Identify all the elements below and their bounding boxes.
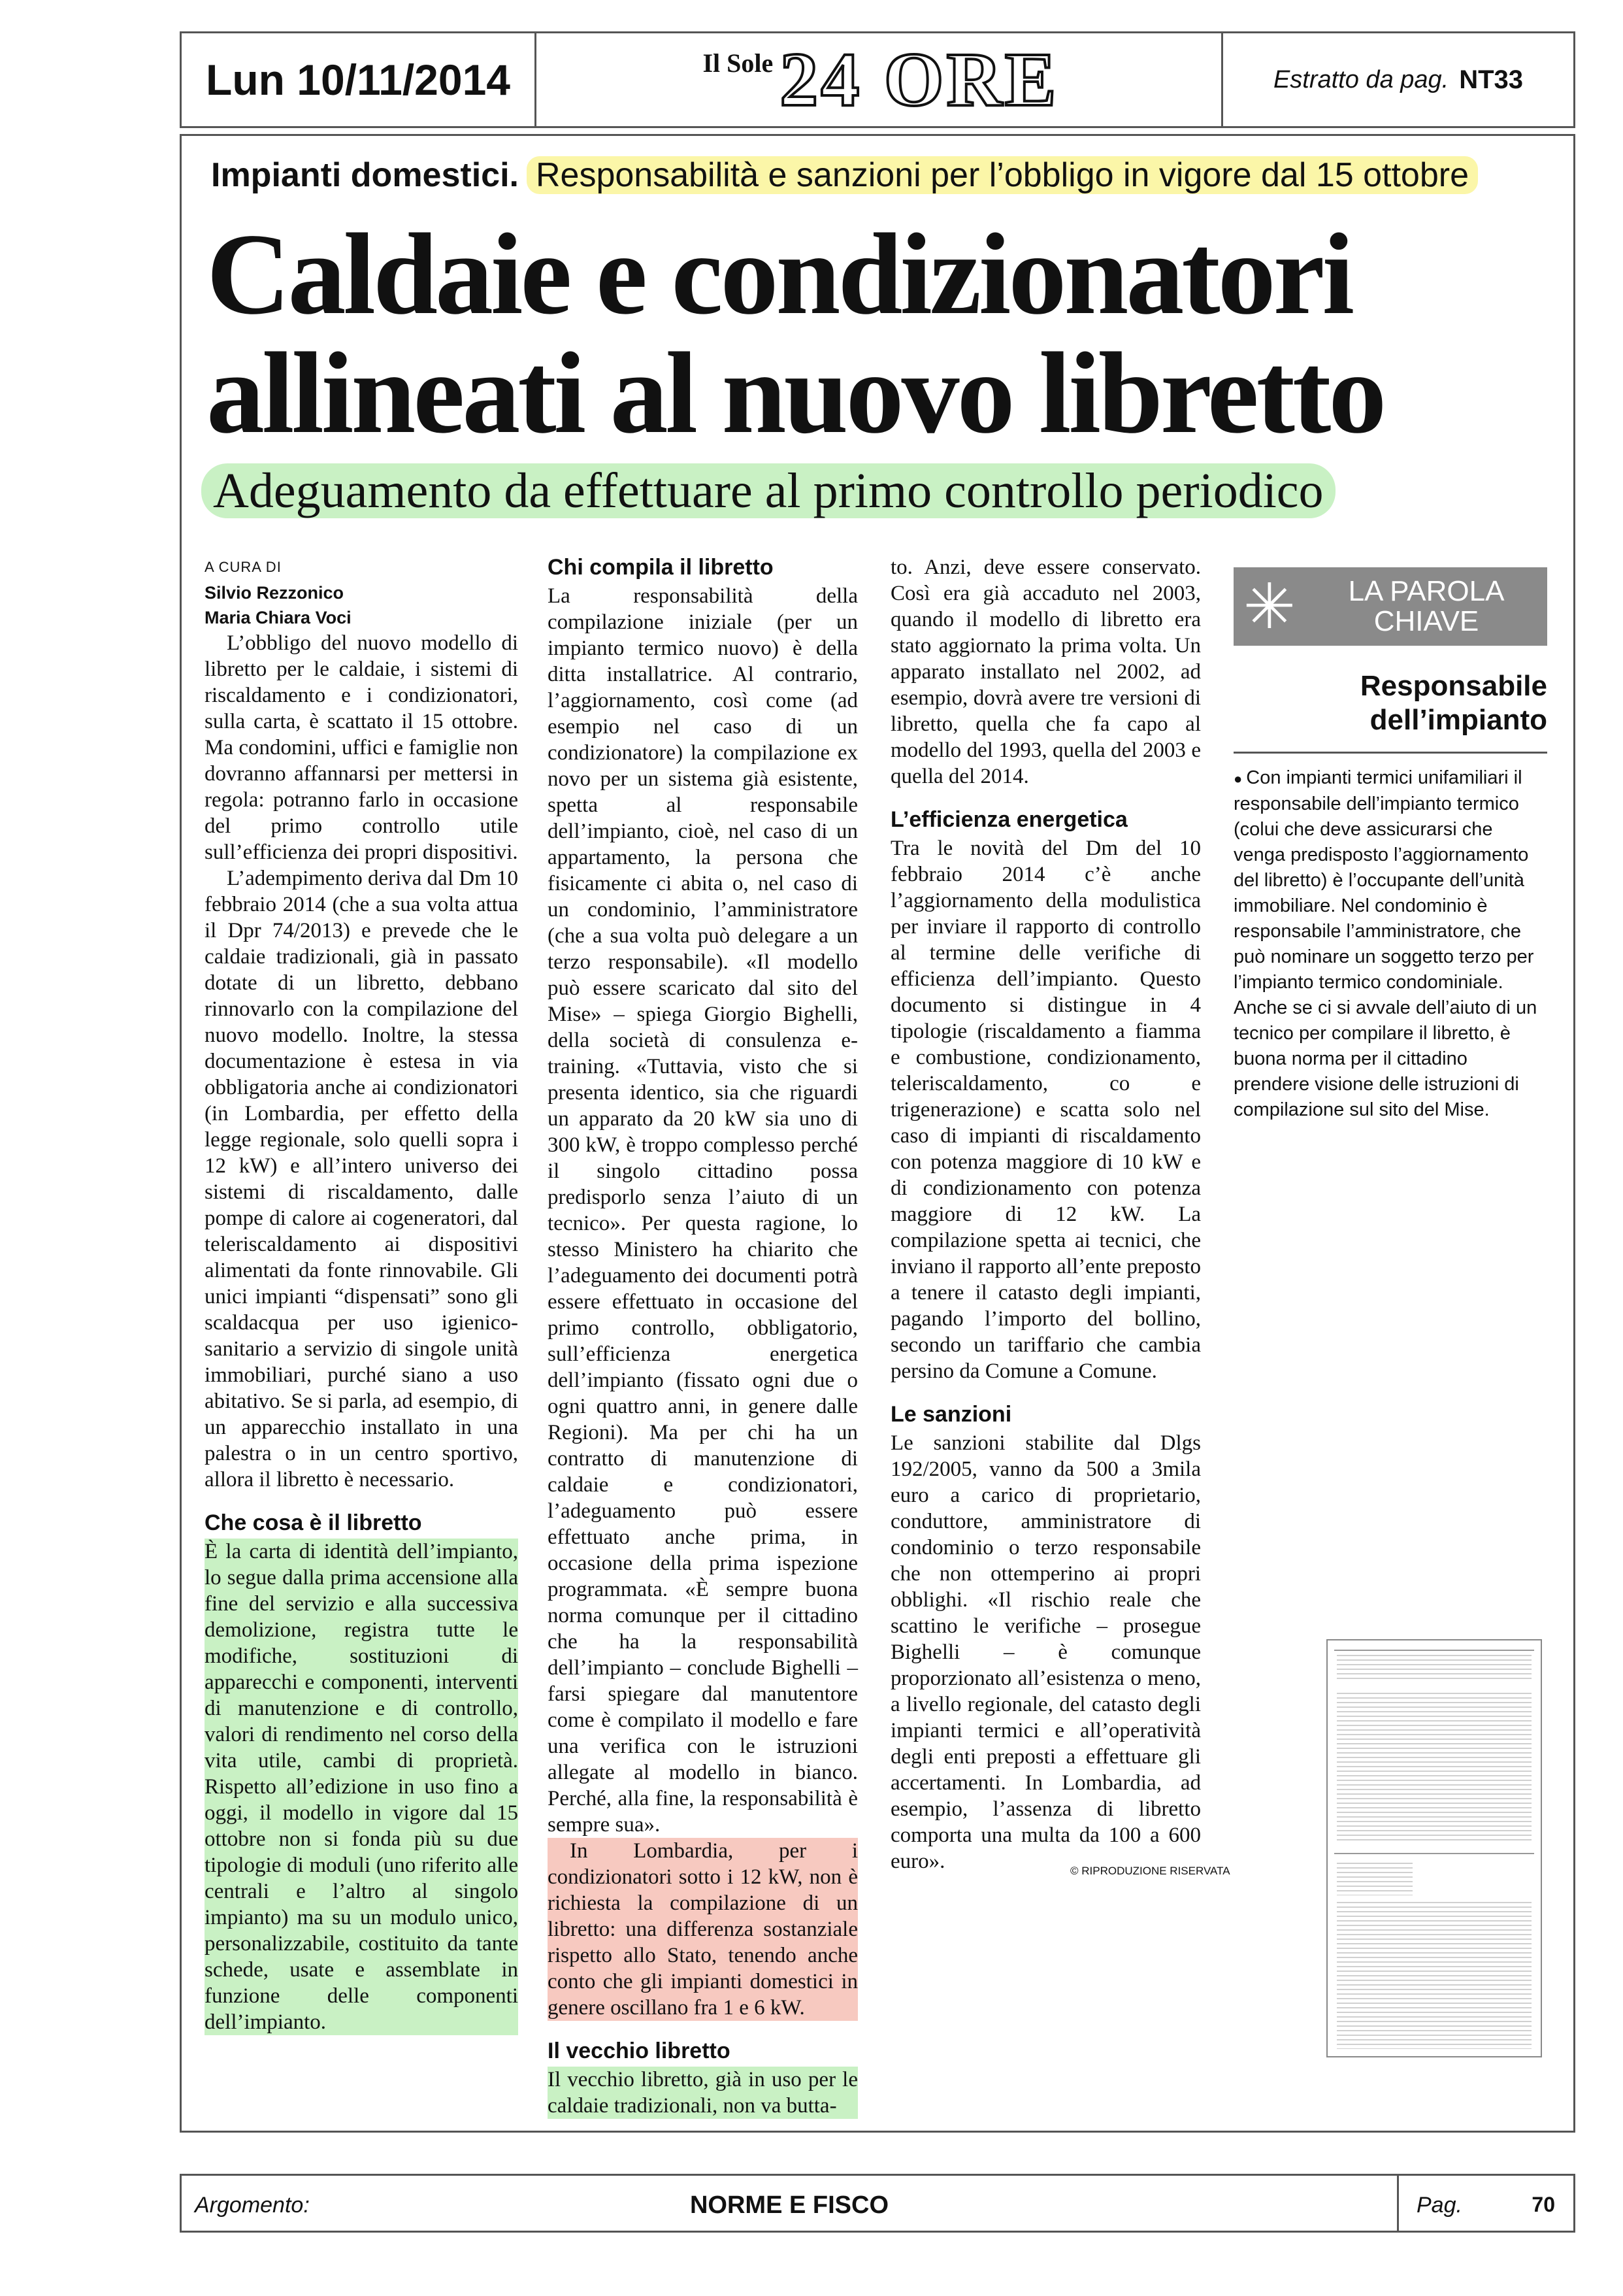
kicker-topic: Impianti domestici. xyxy=(211,156,519,194)
subheadline-text: Adeguamento da effettuare al primo controllo periodico xyxy=(201,463,1336,518)
extract-page: NT33 xyxy=(1459,65,1524,94)
paragraph: to. Anzi, deve essere conservato. Così era già accaduto nel 2003, quando il modello di libretto era stato aggiornato la prima volta. Un apparato installato nel 2002, ad esempio, dovrà avere tre versioni di libretto, quella che fa capo al modello del 1993, quella del 2003 e quella del 2014. xyxy=(891,556,1201,788)
newspaper-logo xyxy=(534,33,1227,126)
keyword-sidebar xyxy=(1234,567,1547,1123)
asterisk-icon: ✳ xyxy=(1243,570,1296,643)
article-column-2 xyxy=(548,554,858,2119)
article-column-1 xyxy=(205,554,518,2035)
paragraph: In Lombardia, per i condizionatori sotto i 12 kW, non è richiesta la compilazione di un libretto: una differenza sostanziale rispetto allo Stato, tenendo anche conto che gli impianti domestici in genere oscillano fra 1 e 6 kW. xyxy=(548,1839,858,2020)
publication-date: Lun 10/11/2014 xyxy=(182,33,536,126)
keyword-banner xyxy=(1234,567,1547,646)
page-label: Pag. xyxy=(1417,2193,1462,2218)
section-heading: L’efficienza energetica xyxy=(891,807,1128,832)
keyword-banner-label: LA PAROLA CHIAVE xyxy=(1348,575,1505,637)
section-heading: Chi compila il libretto xyxy=(548,555,774,580)
keyword-text: ● Con impianti termici unifamiliari il responsabile dell’impianto termico (colui che deve assicurarsi che venga predisposto l’aggiornamento del libretto) è l’occupante dell’unità immobiliare. Nel condominio è responsabile l’amministratore, che può nominare un soggetto terzo per l’impianto termico condominiale. Anche se ci si avvale dell’aiuto di un tecnico per compilare il libretto, è buona norma per il cittadino prendere visione delle istruzioni di compilazione sul sito del Mise. xyxy=(1234,765,1547,1123)
paragraph: Il vecchio libretto, già in uso per le caldaie tradizionali, non va butta- xyxy=(548,2068,858,2118)
keyword-title: Responsabile dell’impianto xyxy=(1234,669,1547,754)
headline-line-2: allineati al nuovo libretto xyxy=(206,328,1385,458)
section-heading: Che cosa è il libretto xyxy=(205,1510,422,1535)
paragraph: La responsabilità della compilazione iniziale (per un impianto termico nuovo) è della ditta installatrice. Al contrario, l’aggiornamento, così come (ad esempio nel caso di un condizionatore) la compilazione ex novo per un sistema già esistente, spetta al responsabile dell’impianto, cioè, nel caso di un appartamento, la persona che fisicamente ci abita o, nel caso di un condominio, l’amministratore (che a sua volta può delegare a un terzo responsabile). «Il modello può essere scaricato dal sito del Mise» – spiega Giorgio Bighelli, della società di consulenza e-training. «Tuttavia, visto che si presenta identico, sia che riguardi un apparato da 20 kW sia uno di 300 kW, è troppo complesso perché il singolo cittadino possa predisporlo senza l’aiuto di un tecnico». Per questa ragione, lo stesso Ministero ha chiarito che l’adeguamento dei documenti potrà essere effettuato in occasione del primo controllo, obbligatorio, sull’efficienza energetica dell’impianto (fissato ogni due o ogni quattro anni, in genere dalle Regioni). Ma per chi ha un contratto di manutenzione di caldaie e condizionatori, l’adeguamento può essere effettuato anche prima, in occasione della prima ispezione programmata. «È sempre buona norma comunque per il cittadino che ha la responsabilità dell’impianto – conclude Bighelli – farsi spiegare dal manutentore come è compilato il modello e fare una verifica con le istruzioni allegate al modello in bianco. Perché, alla fine, la responsabilità è sempre sua». xyxy=(548,584,858,1837)
paragraph: Le sanzioni stabilite dal Dlgs 192/2005, vanno da 500 a 3mila euro a carico di proprietario, conduttore, amministratore di condominio o terzo responsabile che non ottemperino ai propri obblighi. «Il rischio reale che scattino le verifiche – prosegue Bighelli – è comunque proporzionato all’esistenza o meno, a livello regionale, del catasto degli impianti termici e all’operatività degli enti preposti a effettuare gli accertamenti. In Lombardia, ad esempio, l’assenza di libretto comporta una multa da 100 a 600 euro». xyxy=(891,1431,1201,1873)
byline-intro: A CURA DI xyxy=(205,559,282,575)
paragraph: Tra le novità del Dm del 10 febbraio 2014 c’è anche l’aggiornamento della modulistica per inviare il rapporto di controllo al termine delle verifiche di efficienza dell’impianto. Questo documento si distingue in 4 tipologie (riscaldamento a fiamma e combustione, condizionamento, teleriscaldamento, co e trigenerazione) e scatta solo nel caso di impianti di riscaldamento con potenza maggiore di 10 kW e di condizionamento con potenza maggiore di 12 kW. La compilazione spetta ai tecnici, che inviano il rapporto all’ente preposto a tenere il catasto degli impianti, pagando l’importo del bollino, secondo un tariffario che cambia persino da Comune a Comune. xyxy=(891,837,1201,1383)
copyright-notice: © RIPRODUZIONE RISERVATA xyxy=(1070,1865,1230,1877)
section-heading: Le sanzioni xyxy=(891,1402,1012,1427)
article-column-3 xyxy=(891,554,1201,1874)
logo-big-text: 24 ORE xyxy=(779,37,1059,122)
header-bar xyxy=(180,31,1575,128)
author-name: Silvio Rezzonico xyxy=(205,583,344,603)
extract-label: Estratto da pag. xyxy=(1273,65,1449,93)
paragraph: L’obbligo del nuovo modello di libretto per le caldaie, i sistemi di riscaldamento e i condizionatori, sulla carta, è scattato il 15 ottobre. Ma condomini, uffici e famiglie non dovranno affannarsi per mettersi in regola: potranno farlo in occasione del primo controllo utile sull’efficienza dei propri dispositivi. xyxy=(205,631,518,864)
kicker-summary: Responsabilità e sanzioni per l’obbligo in vigore dal 15 ottobre xyxy=(527,156,1478,194)
logo-small-text: Il Sole xyxy=(702,48,774,78)
page-number: 70 xyxy=(1532,2193,1555,2216)
page-thumbnail xyxy=(1326,1639,1542,2057)
headline xyxy=(206,209,1566,458)
extract-info xyxy=(1221,33,1573,126)
author-name: Maria Chiara Voci xyxy=(205,608,352,627)
paragraph: È la carta di identità dell’impianto, lo segue dalla prima accensione alla fine del servizio e alla successiva demolizione, registra tutte le modifiche, sostituzioni di apparecchi e componenti, interventi di manutenzione e di controllo, valori di rendimento nel corso della vita utile, cambi di proprietà. Rispetto all’edizione in uso fino a oggi, il modello in vigore dal 15 ottobre non si fonda più su due tipologie di moduli (uno riferito alle centrali e l’altro al singolo impianto) ma su un modulo unico, personalizzabile, costituito da tante schede, usate e assemblate in funzione delle componenti dell’impianto. xyxy=(205,1540,518,2034)
footer-argument xyxy=(182,2176,1399,2231)
argument-label: Argomento: xyxy=(195,2193,310,2218)
paragraph: L’adempimento deriva dal Dm 10 febbraio 2014 (che a sua volta attua il Dpr 74/2013) e prevede che le caldaie tradizionali, già in passato dotate di un libretto, debbano rinnovarlo con la compilazione del nuovo modello. Inoltre, la stessa documentazione è estesa in via obbligatoria anche ai condizionatori (in Lombardia, per effetto della legge regionale, solo quelli sopra i 12 kW) e all’intero universo dei sistemi di riscaldamento, dalle pompe di calore ai cogeneratori, dal teleriscaldamento ai dispositivi alimentati da fonte rinnovabile. Gli unici impianti “dispensati” sono gli scaldacqua per uso igienico-sanitario a servizio di singole unità immobiliari, purché siano a uso abitativo. Se si parla, ad esempio, di un apparecchio installato in una palestra o in un centro sportivo, allora il libretto è necessario. xyxy=(205,867,518,1491)
subheadline xyxy=(201,463,1560,523)
section-heading: Il vecchio libretto xyxy=(548,2038,730,2063)
kicker xyxy=(211,156,1557,208)
footer-bar xyxy=(180,2174,1575,2233)
article-frame xyxy=(180,134,1575,2133)
section-name: NORME E FISCO xyxy=(689,2191,889,2219)
headline-line-1: Caldaie e condizionatori xyxy=(206,209,1352,339)
